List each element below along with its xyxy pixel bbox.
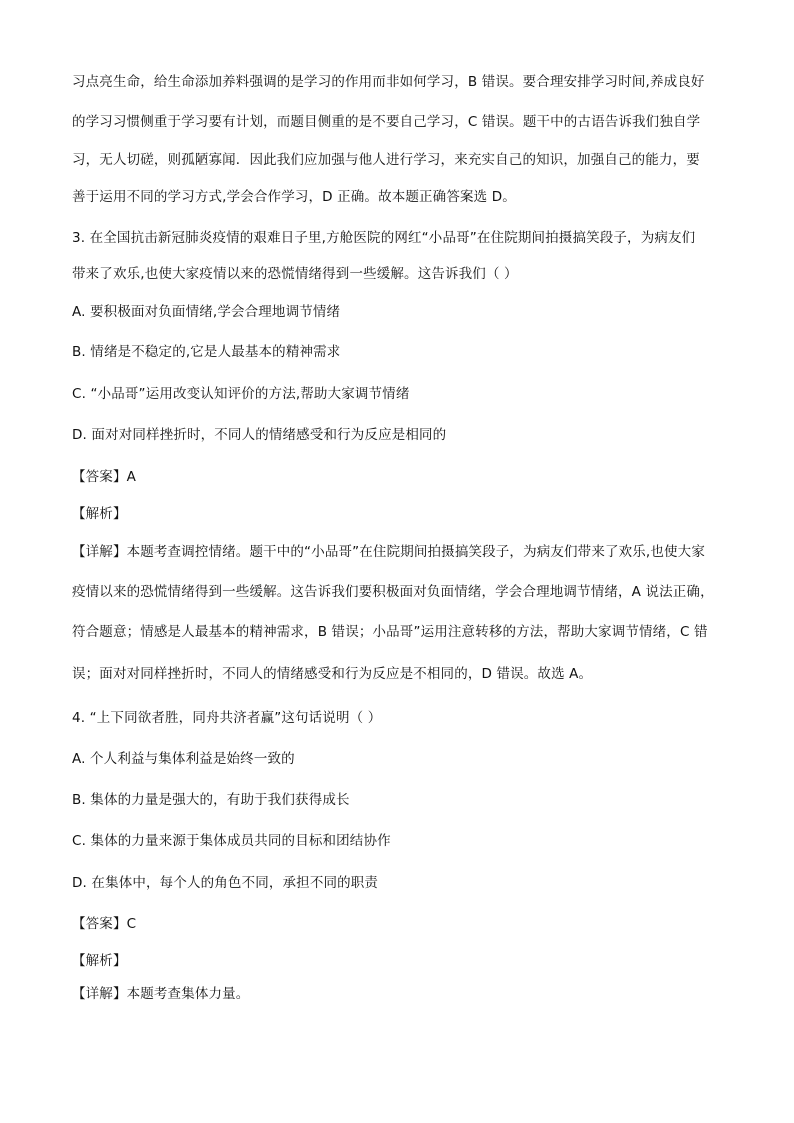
detail-text: 疫情以来的恐慌情绪得到一些缓解。这告诉我们要积极面对负面情绪，学会合理地调节情绪，A 说法正确， (72, 584, 714, 600)
question-3-stem: 3. 在全国抗击新冠肺炎疫情的艰难日子里,方舱医院的网红“小品哥”在住院期间拍摄搞笑段子，为病友们 (72, 230, 696, 246)
option-a: A. 个人利益与集体利益是始终一致的 (72, 751, 295, 767)
option-a: A. 要积极面对负面情绪,学会合理地调节情绪 (72, 304, 341, 320)
answer-label: 【答案】C (72, 916, 137, 932)
question-4-stem: 4. “上下同欲者胜，同舟共济者赢”这句话说明（ ） (72, 710, 382, 726)
option-b: B. 集体的力量是强大的，有助于我们获得成长 (72, 792, 350, 808)
text-line: 习点亮生命，给生命添加养料强调的是学习的作用而非如何学习，B 错误。要合理安排学习时间,养成良好 (72, 74, 705, 90)
detail-text: 【详解】本题考查集体力量。 (72, 986, 250, 1002)
option-c: C. “小品哥”运用改变认知评价的方法,帮助大家调节情绪 (72, 386, 410, 402)
analysis-label: 【解析】 (72, 953, 127, 969)
option-c: C. 集体的力量来源于集体成员共同的目标和团结协作 (72, 833, 391, 849)
question-3-stem: 带来了欢乐,也使大家疫情以来的恐慌情绪得到一些缓解。这告诉我们（ ） (72, 266, 518, 282)
detail-text: 【详解】本题考查调控情绪。题干中的“小品哥”在住院期间拍摄搞笑段子，为病友们带来了欢乐,也使大家 (72, 544, 705, 560)
detail-text: 误；面对对同样挫折时，不同人的情绪感受和行为反应是不相同的，D 错误。故选 A。 (72, 666, 593, 682)
option-b: B. 情绪是不稳定的,它是人最基本的精神需求 (72, 344, 341, 360)
text-line: 善于运用不同的学习方式,学会合作学习，D 正确。故本题正确答案选 D。 (72, 189, 516, 205)
detail-text: 符合题意；情感是人最基本的精神需求，B 错误；小品哥”运用注意转移的方法，帮助大家调节情绪，C 错 (72, 624, 708, 640)
option-d: D. 在集体中，每个人的角色不同，承担不同的职责 (72, 875, 379, 891)
answer-label: 【答案】A (72, 469, 136, 485)
option-d: D. 面对对同样挫折时，不同人的情绪感受和行为反应是相同的 (72, 427, 447, 443)
text-line: 的学习习惯侧重于学习要有计划，而题目侧重的是不要自己学习，C 错误。题干中的古语告诉我们独自学 (72, 114, 701, 130)
text-line: 习，无人切磋，则孤陋寡闻．因此我们应加强与他人进行学习，来充实自己的知识，加强自己的能力，要 (72, 152, 700, 168)
analysis-label: 【解析】 (72, 506, 127, 522)
